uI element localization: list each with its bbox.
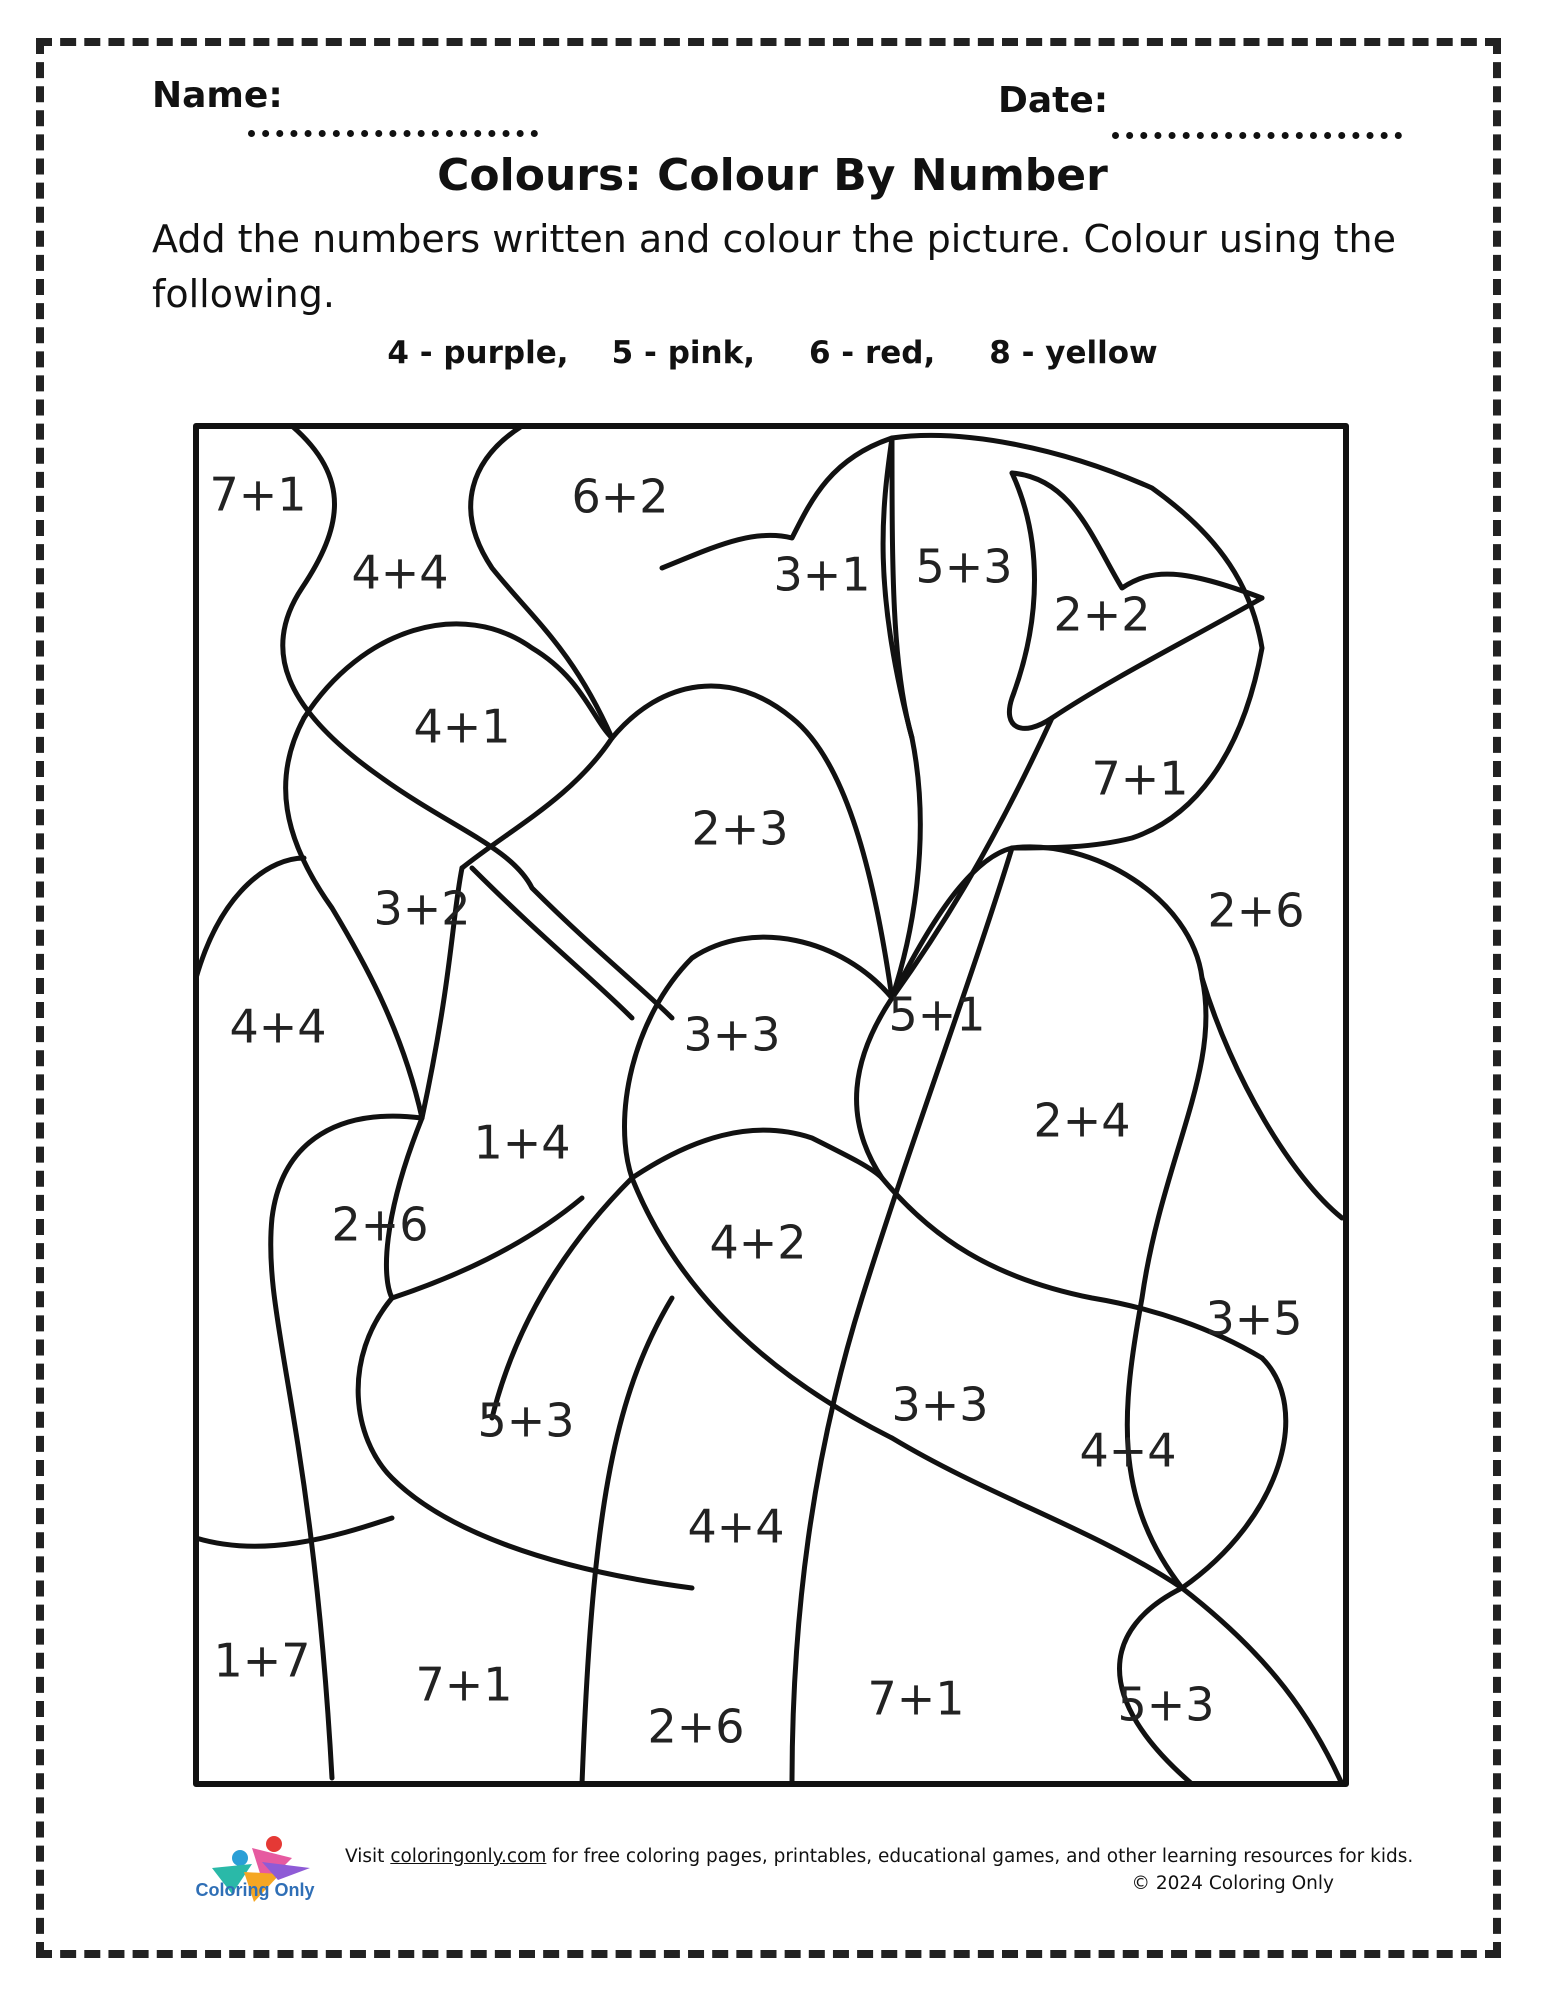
date-label: Date: [998, 80, 1109, 121]
sum-label: 5+3 [915, 539, 1013, 594]
sum-label: 5+3 [1117, 1677, 1215, 1732]
logo-text: Coloring Only [195, 1880, 315, 1900]
sum-label: 2+6 [647, 1699, 745, 1754]
sum-label: 7+1 [209, 467, 307, 522]
sum-label: 4+4 [1079, 1423, 1177, 1478]
colouring-picture[interactable] [192, 418, 1350, 1788]
sum-label: 3+3 [891, 1377, 989, 1432]
sum-label: 4+4 [687, 1499, 785, 1554]
website-link[interactable]: coloringonly.com [390, 1846, 547, 1867]
sum-label: 4+2 [709, 1215, 807, 1270]
coloring-only-logo-icon [192, 1828, 322, 1918]
sum-label: 1+4 [473, 1115, 571, 1170]
copyright-text: © 2024 Coloring Only [1131, 1873, 1334, 1894]
sum-label: 6+2 [571, 469, 669, 524]
sum-label: 5+1 [888, 987, 986, 1042]
sum-label: 3+1 [773, 547, 871, 602]
footer-visit-suffix: for free coloring pages, printables, educational games, and other learning resources for kids. [546, 1846, 1414, 1867]
sum-label: 4+4 [351, 545, 449, 600]
sum-label: 2+3 [691, 801, 789, 856]
sum-label: 2+2 [1053, 587, 1151, 642]
sum-label: 4+1 [413, 699, 511, 754]
sum-label: 2+4 [1033, 1093, 1131, 1148]
sum-label: 2+6 [331, 1197, 429, 1252]
name-field[interactable] [248, 130, 538, 137]
name-label: Name: [152, 75, 283, 116]
sum-label: 4+4 [229, 999, 327, 1054]
sum-label: 2+6 [1207, 883, 1305, 938]
footer-visit-prefix: Visit [345, 1846, 391, 1867]
outline-paths [196, 426, 1346, 1784]
sum-label: 3+2 [373, 881, 471, 936]
sum-label: 5+3 [477, 1393, 575, 1448]
sum-label: 3+5 [1205, 1291, 1303, 1346]
colour-key: 4 - purple, 5 - pink, 6 - red, 8 - yellow [387, 335, 1158, 371]
footer-text [345, 1846, 1413, 1867]
sum-label: 1+7 [213, 1633, 311, 1688]
sum-label: 7+1 [1091, 751, 1189, 806]
instructions-text: Add the numbers written and colour the picture. Colour using the following. [152, 217, 1396, 316]
sum-label: 3+3 [683, 1007, 781, 1062]
sum-label: 7+1 [867, 1671, 965, 1726]
date-field[interactable] [1112, 132, 1402, 139]
sum-label: 7+1 [415, 1657, 513, 1712]
worksheet-title: Colours: Colour By Number [437, 150, 1108, 201]
